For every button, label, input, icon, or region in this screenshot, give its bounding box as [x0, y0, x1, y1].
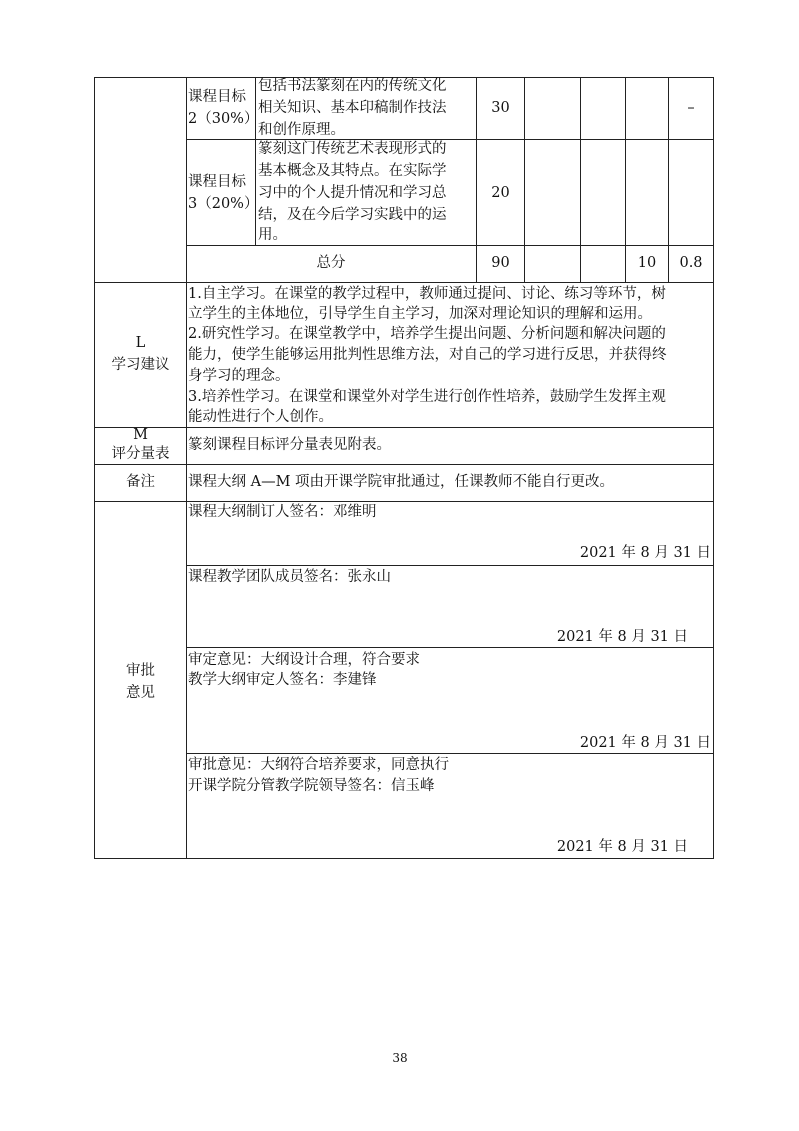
- table-right-border: [713, 77, 714, 859]
- drafter-signature: 课程大纲制订人签名：邓维明: [188, 504, 377, 520]
- review-opinion: 审定意见：大纲设计合理，符合要求: [188, 652, 420, 668]
- reviewer-date: 2021 年 8 月 31 日: [579, 735, 711, 751]
- section-m-letter: M: [133, 427, 148, 443]
- goal-3-content-line-4: 结，及在今后学习实践中的运: [258, 207, 447, 223]
- section-l-letter: L: [135, 335, 146, 351]
- score-divider: [524, 77, 525, 282]
- section-l-line-4: 能力，使学生能够运用批判性思维方法，对自己的学习进行反思，并获得终: [188, 347, 667, 363]
- total-col6: 0.8: [679, 255, 703, 271]
- goal-3-score: 20: [491, 185, 510, 201]
- section-m-top: [94, 427, 714, 428]
- team-member-signature: 课程教学团队成员签名：张永山: [188, 569, 391, 585]
- goal-2-label-line-1: 课程目标: [188, 89, 246, 105]
- section-l-line-3: 2.研究性学习。在课堂教学中，培养学生提出问题、分析问题和解决问题的: [188, 326, 666, 342]
- goal-3-content-line-3: 习中的个人提升情况和学习总: [258, 185, 447, 201]
- approval-opinion: 审批意见：大纲符合培养要求，同意执行: [188, 757, 449, 773]
- total-col5: 10: [637, 255, 657, 271]
- goal-3-label-line-1: 课程目标: [188, 174, 246, 190]
- remark-text: 课程大纲 A—M 项由开课学院审批通过，任课教师不能自行更改。: [188, 474, 615, 490]
- goal-3-content-line-2: 基本概念及其特点。在实际学: [258, 163, 447, 179]
- goal-2-content-line-3: 和创作原理。: [258, 122, 345, 138]
- section-m-text: 篆刻课程目标评分量表见附表。: [188, 437, 391, 453]
- goal-2-score: 30: [491, 100, 510, 116]
- drafter-date: 2021 年 8 月 31 日: [579, 545, 711, 561]
- goal-label-divider: [255, 77, 256, 245]
- goal-2-content-line-2: 相关知识、基本印稿制作技法: [258, 100, 447, 116]
- total-label: 总分: [316, 255, 346, 271]
- goal-2-label-line-2: 2（30%）: [188, 111, 259, 127]
- section-l-line-2: 立学生的主体地位，引导学生自主学习，加深对理论知识的理解和运用。: [188, 306, 652, 322]
- goal-2-dash: –: [687, 100, 695, 116]
- section-m-title: 评分量表: [111, 446, 170, 462]
- remark-top: [94, 464, 714, 465]
- approval-title-line-1: 审批: [126, 663, 155, 679]
- team-member-date: 2021 年 8 月 31 日: [556, 629, 688, 645]
- col4-divider: [580, 77, 581, 282]
- approval-title-line-2: 意见: [126, 685, 155, 701]
- dean-date: 2021 年 8 月 31 日: [556, 839, 688, 855]
- total-score: 90: [491, 255, 510, 271]
- goal-3-content-line-1: 篆刻这门传统艺术表现形式的: [258, 141, 447, 157]
- approval-top: [94, 501, 714, 502]
- first-column-divider: [186, 77, 187, 859]
- dean-signature: 开课学院分管教学院领导签名：信玉峰: [188, 778, 435, 794]
- reviewer-signature: 教学大纲审定人签名：李建锋: [188, 672, 377, 688]
- page-number: 38: [392, 1051, 408, 1065]
- remark-title: 备注: [126, 474, 155, 490]
- goal-2-content-line-1: 包括书法篆刻在内的传统文化: [258, 78, 447, 94]
- goal-3-content-line-5: 用。: [258, 227, 287, 243]
- table-left-border: [94, 77, 95, 859]
- section-l-line-1: 1.自主学习。在课堂的教学过程中，教师通过提问、讨论、练习等环节，树: [188, 286, 666, 302]
- section-l-title: 学习建议: [111, 357, 170, 373]
- section-l-line-5: 身学习的理念。: [188, 368, 290, 384]
- section-l-line-6: 3.培养性学习。在课堂和课堂外对学生进行创作性培养，鼓励学生发挥主观: [188, 389, 666, 405]
- goal-3-label-line-2: 3（20%）: [188, 196, 259, 212]
- section-l-line-7: 能动性进行个人创作。: [188, 409, 333, 425]
